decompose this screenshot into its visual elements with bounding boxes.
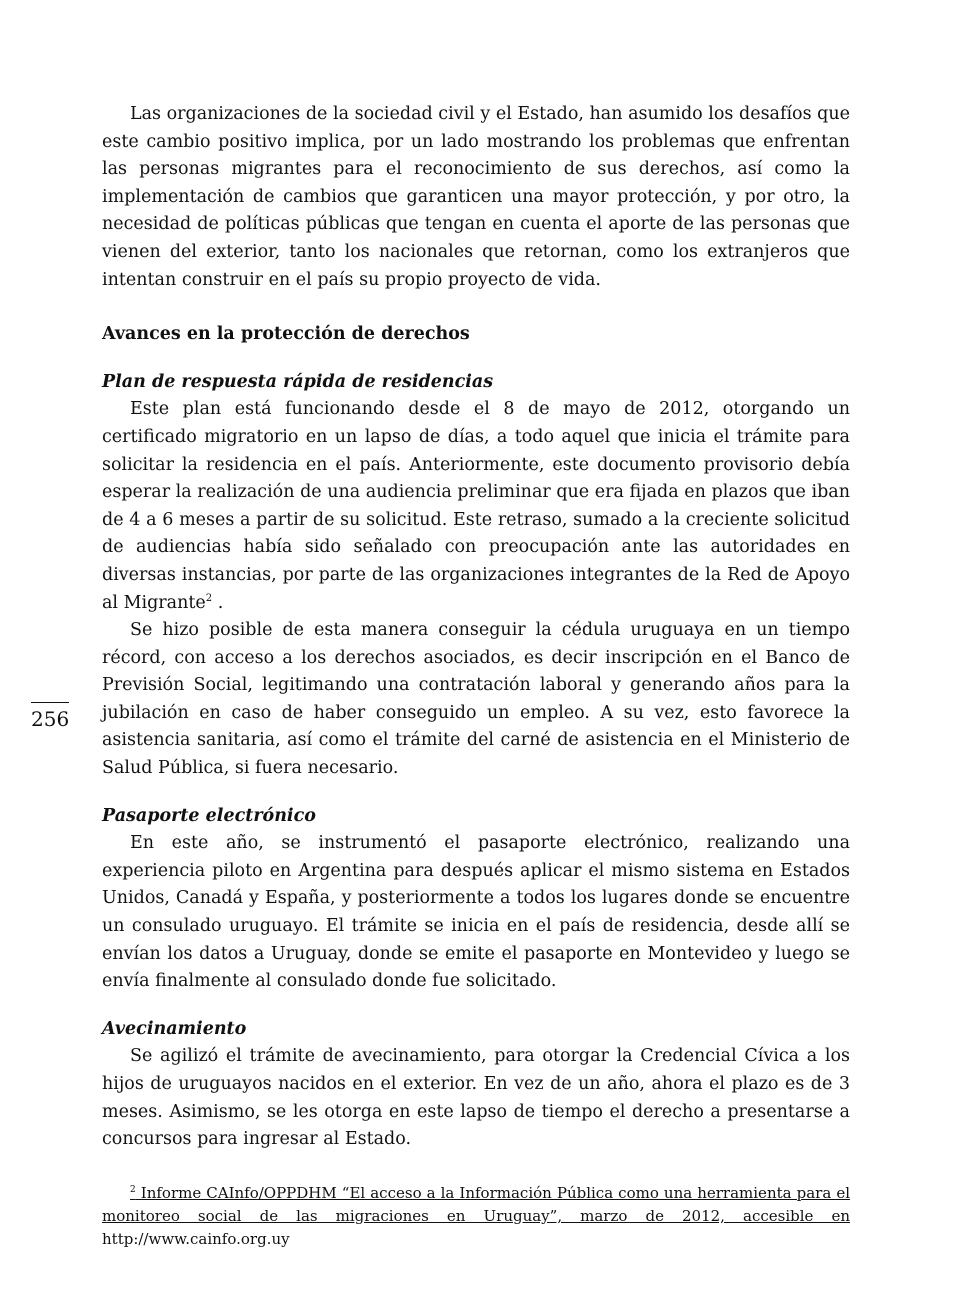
footnote-ref[interactable]: 2 bbox=[205, 592, 213, 604]
footnote-text: Informe CAInfo/OPPDHM “El acceso a la Información Pública como una herramienta para el monitoreo social de las migraciones en Uruguay”, marzo de 2012, accesible en bbox=[102, 1183, 850, 1225]
plan-paragraph-1-end: . bbox=[212, 592, 224, 613]
avecinamiento-paragraph: Se agilizó el trámite de avecinamiento, para otorgar la Credencial Cívica a los hijos de uruguayos nacidos en el exterior. En vez de un año, ahora el plazo es de 3 meses. Asimismo, se les otorga en este lapso de tiempo el derecho a presentarse a concursos para ingresar al Estado. bbox=[102, 1046, 850, 1150]
plan-heading: Plan de respuesta rápida de residencias bbox=[102, 371, 494, 392]
footnote-url-link[interactable]: http://www.cainfo.org.uy bbox=[102, 1229, 290, 1248]
intro-paragraph: Las organizaciones de la sociedad civil y el Estado, han asumido los desafíos que este cambio positivo implica, por un lado mostrando los problemas que enfrentan las personas migrantes para el reconocimiento de sus derechos, así como la implementación de cambios que garanticen una mayor protección, y por otro, la necesidad de políticas públicas que tengan en cuenta el aporte de las personas que vienen del exterior, tanto los nacionales que retornan, como los extranjeros que intentan construir en el país su propio proyecto de vida. bbox=[102, 104, 850, 290]
page-body bbox=[102, 101, 850, 1251]
page-number: 256 bbox=[31, 702, 69, 731]
avecinamiento-heading: Avecinamiento bbox=[102, 1018, 247, 1039]
plan-paragraph-1 bbox=[102, 396, 850, 617]
plan-paragraph-1-text: Este plan está funcionando desde el 8 de mayo de 2012, otorgando un certificado migratorio en un lapso de días, a todo aquel que inicia el trámite para solicitar la residencia en el país. Anteriormente, este documento provisorio debía esperar la realización de una audiencia preliminar que era fijada en plazos que iban de 4 a 6 meses a partir de su solicitud. Este retraso, sumado a la creciente solicitud de audiencias había sido señalado con preocupación ante las autoridades en diversas instancias, por parte de las organizaciones integrantes de la Red de Apoyo al Migrante bbox=[102, 399, 850, 613]
pasaporte-heading: Pasaporte electrónico bbox=[102, 805, 316, 826]
footnote bbox=[102, 1182, 850, 1251]
pasaporte-paragraph: En este año, se instrumentó el pasaporte electrónico, realizando una experiencia piloto en Argentina para después aplicar el mismo sistema en Estados Unidos, Canadá y España, y posteriormente a todos los lugares donde se encuentre un consulado uruguayo. El trámite se inicia en el país de residencia, desde allí se envían los datos a Uruguay, donde se emite el pasaporte en Montevideo y luego se envía finalmente al consulado donde fue solicitado. bbox=[102, 833, 850, 992]
section-heading: Avances en la protección de derechos bbox=[102, 324, 470, 345]
plan-paragraph-2: Se hizo posible de esta manera conseguir la cédula uruguaya en un tiempo récord, con acceso a los derechos asociados, es decir inscripción en el Banco de Previsión Social, legitimando una contratación laboral y generando años para la jubilación en caso de haber conseguido un empleo. A su vez, esto favorece la asistencia sanitaria, así como el trámite del carné de asistencia en el Ministerio de Salud Pública, si fuera necesario. bbox=[102, 620, 850, 779]
footnote-number: 2 bbox=[130, 1184, 136, 1195]
